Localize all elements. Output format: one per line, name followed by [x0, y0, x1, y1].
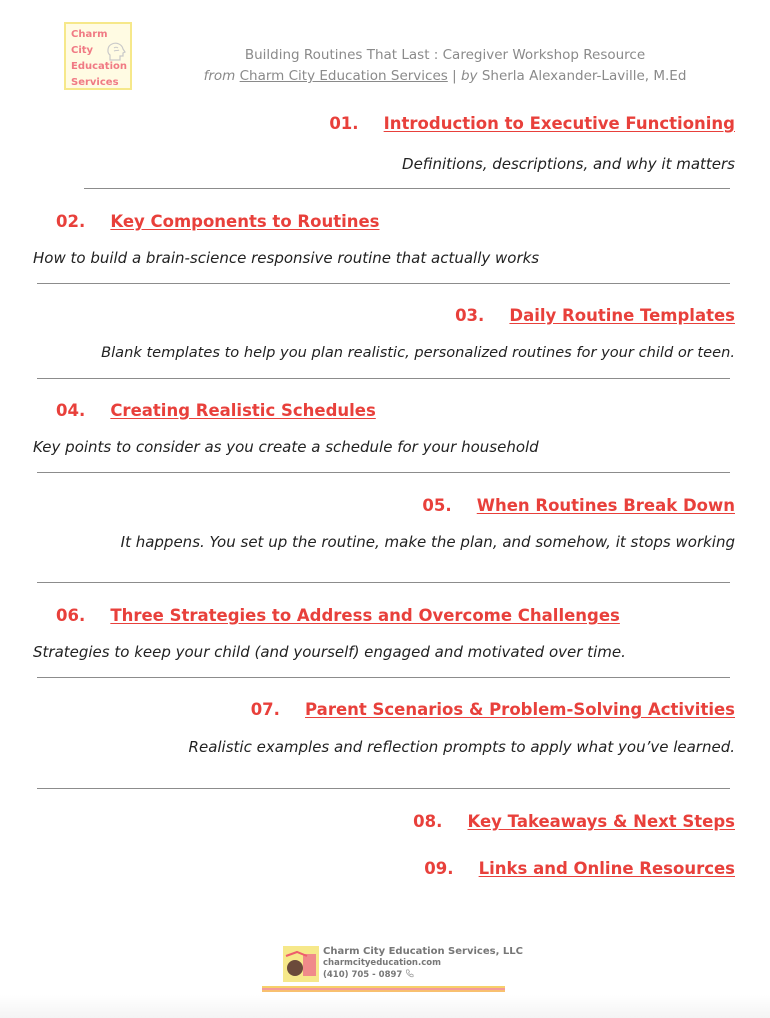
section-05-heading — [422, 496, 735, 515]
footer-phone-line — [323, 969, 523, 981]
section-link[interactable]: Three Strategies to Address and Overcome Challenges — [110, 606, 620, 625]
section-08-heading — [413, 812, 735, 831]
section-description: How to build a brain-science responsive routine that actually works — [33, 249, 540, 267]
logo-line: City — [71, 45, 94, 56]
section-number: 02. — [56, 212, 86, 231]
divider — [37, 283, 730, 284]
footer-logo — [283, 946, 319, 982]
section-number: 03. — [455, 306, 485, 325]
section-number: 06. — [56, 606, 86, 625]
footer-logo-graphic — [283, 946, 319, 982]
phone-icon — [405, 969, 414, 978]
section-link[interactable]: Introduction to Executive Functioning — [383, 114, 735, 133]
section-01-heading — [329, 114, 735, 133]
logo-line: Services — [71, 77, 119, 88]
divider — [37, 472, 730, 473]
section-number: 05. — [422, 496, 452, 515]
author-name: Sherla Alexander-Laville, M.Ed — [481, 68, 687, 84]
org-link[interactable]: Charm City Education Services — [239, 68, 448, 84]
brand-logo — [64, 22, 132, 90]
section-03-heading — [455, 306, 735, 325]
document-title: Building Routines That Last : Caregiver Workshop Resource — [244, 47, 646, 63]
byline-separator: | — [452, 68, 457, 84]
section-description: Key points to consider as you create a schedule for your household — [33, 438, 539, 456]
section-link[interactable]: Key Components to Routines — [110, 212, 380, 231]
section-description: Realistic examples and reflection prompts to apply what you’ve learned. — [188, 738, 735, 756]
section-description: It happens. You set up the routine, make the plan, and somehow, it stops working — [120, 533, 735, 551]
section-description: Definitions, descriptions, and why it matters — [402, 155, 735, 173]
section-number: 08. — [413, 812, 443, 831]
section-number: 04. — [56, 401, 86, 420]
logo-line: Charm — [71, 29, 108, 40]
divider — [37, 582, 730, 583]
section-description: Strategies to keep your child (and yourself) engaged and motivated over time. — [33, 643, 626, 661]
section-link[interactable]: Creating Realistic Schedules — [110, 401, 376, 420]
divider — [37, 788, 730, 789]
section-description: Blank templates to help you plan realistic, personalized routines for your child or teen. — [101, 344, 735, 361]
by-word: by — [460, 68, 478, 84]
footer-phone: (410) 705 - 0897 — [323, 970, 403, 980]
section-02-heading — [56, 212, 380, 231]
section-link[interactable]: Key Takeaways & Next Steps — [467, 812, 735, 831]
section-07-heading — [251, 700, 735, 719]
divider — [37, 677, 730, 678]
brain-icon — [106, 40, 126, 62]
document-byline — [140, 68, 750, 84]
footer-contact — [323, 946, 523, 981]
section-link[interactable]: Parent Scenarios & Problem-Solving Activities — [305, 700, 735, 719]
page-bottom-shade — [0, 995, 770, 1018]
from-word: from — [203, 68, 236, 84]
footer-company: Charm City Education Services, LLC — [323, 946, 523, 957]
section-link[interactable]: Links and Online Resources — [478, 859, 735, 878]
section-link[interactable]: When Routines Break Down — [476, 496, 735, 515]
footer-website[interactable]: charmcityeducation.com — [323, 958, 441, 968]
section-09-heading — [424, 859, 735, 878]
divider — [37, 378, 730, 379]
section-06-heading — [56, 606, 620, 625]
footer-stripe — [262, 990, 505, 992]
section-number: 07. — [250, 700, 280, 719]
section-number: 01. — [329, 114, 359, 133]
divider — [84, 188, 730, 189]
section-number: 09. — [424, 859, 454, 878]
section-04-heading — [56, 401, 376, 420]
section-link[interactable]: Daily Routine Templates — [509, 306, 735, 325]
logo-line: Education — [71, 61, 127, 72]
